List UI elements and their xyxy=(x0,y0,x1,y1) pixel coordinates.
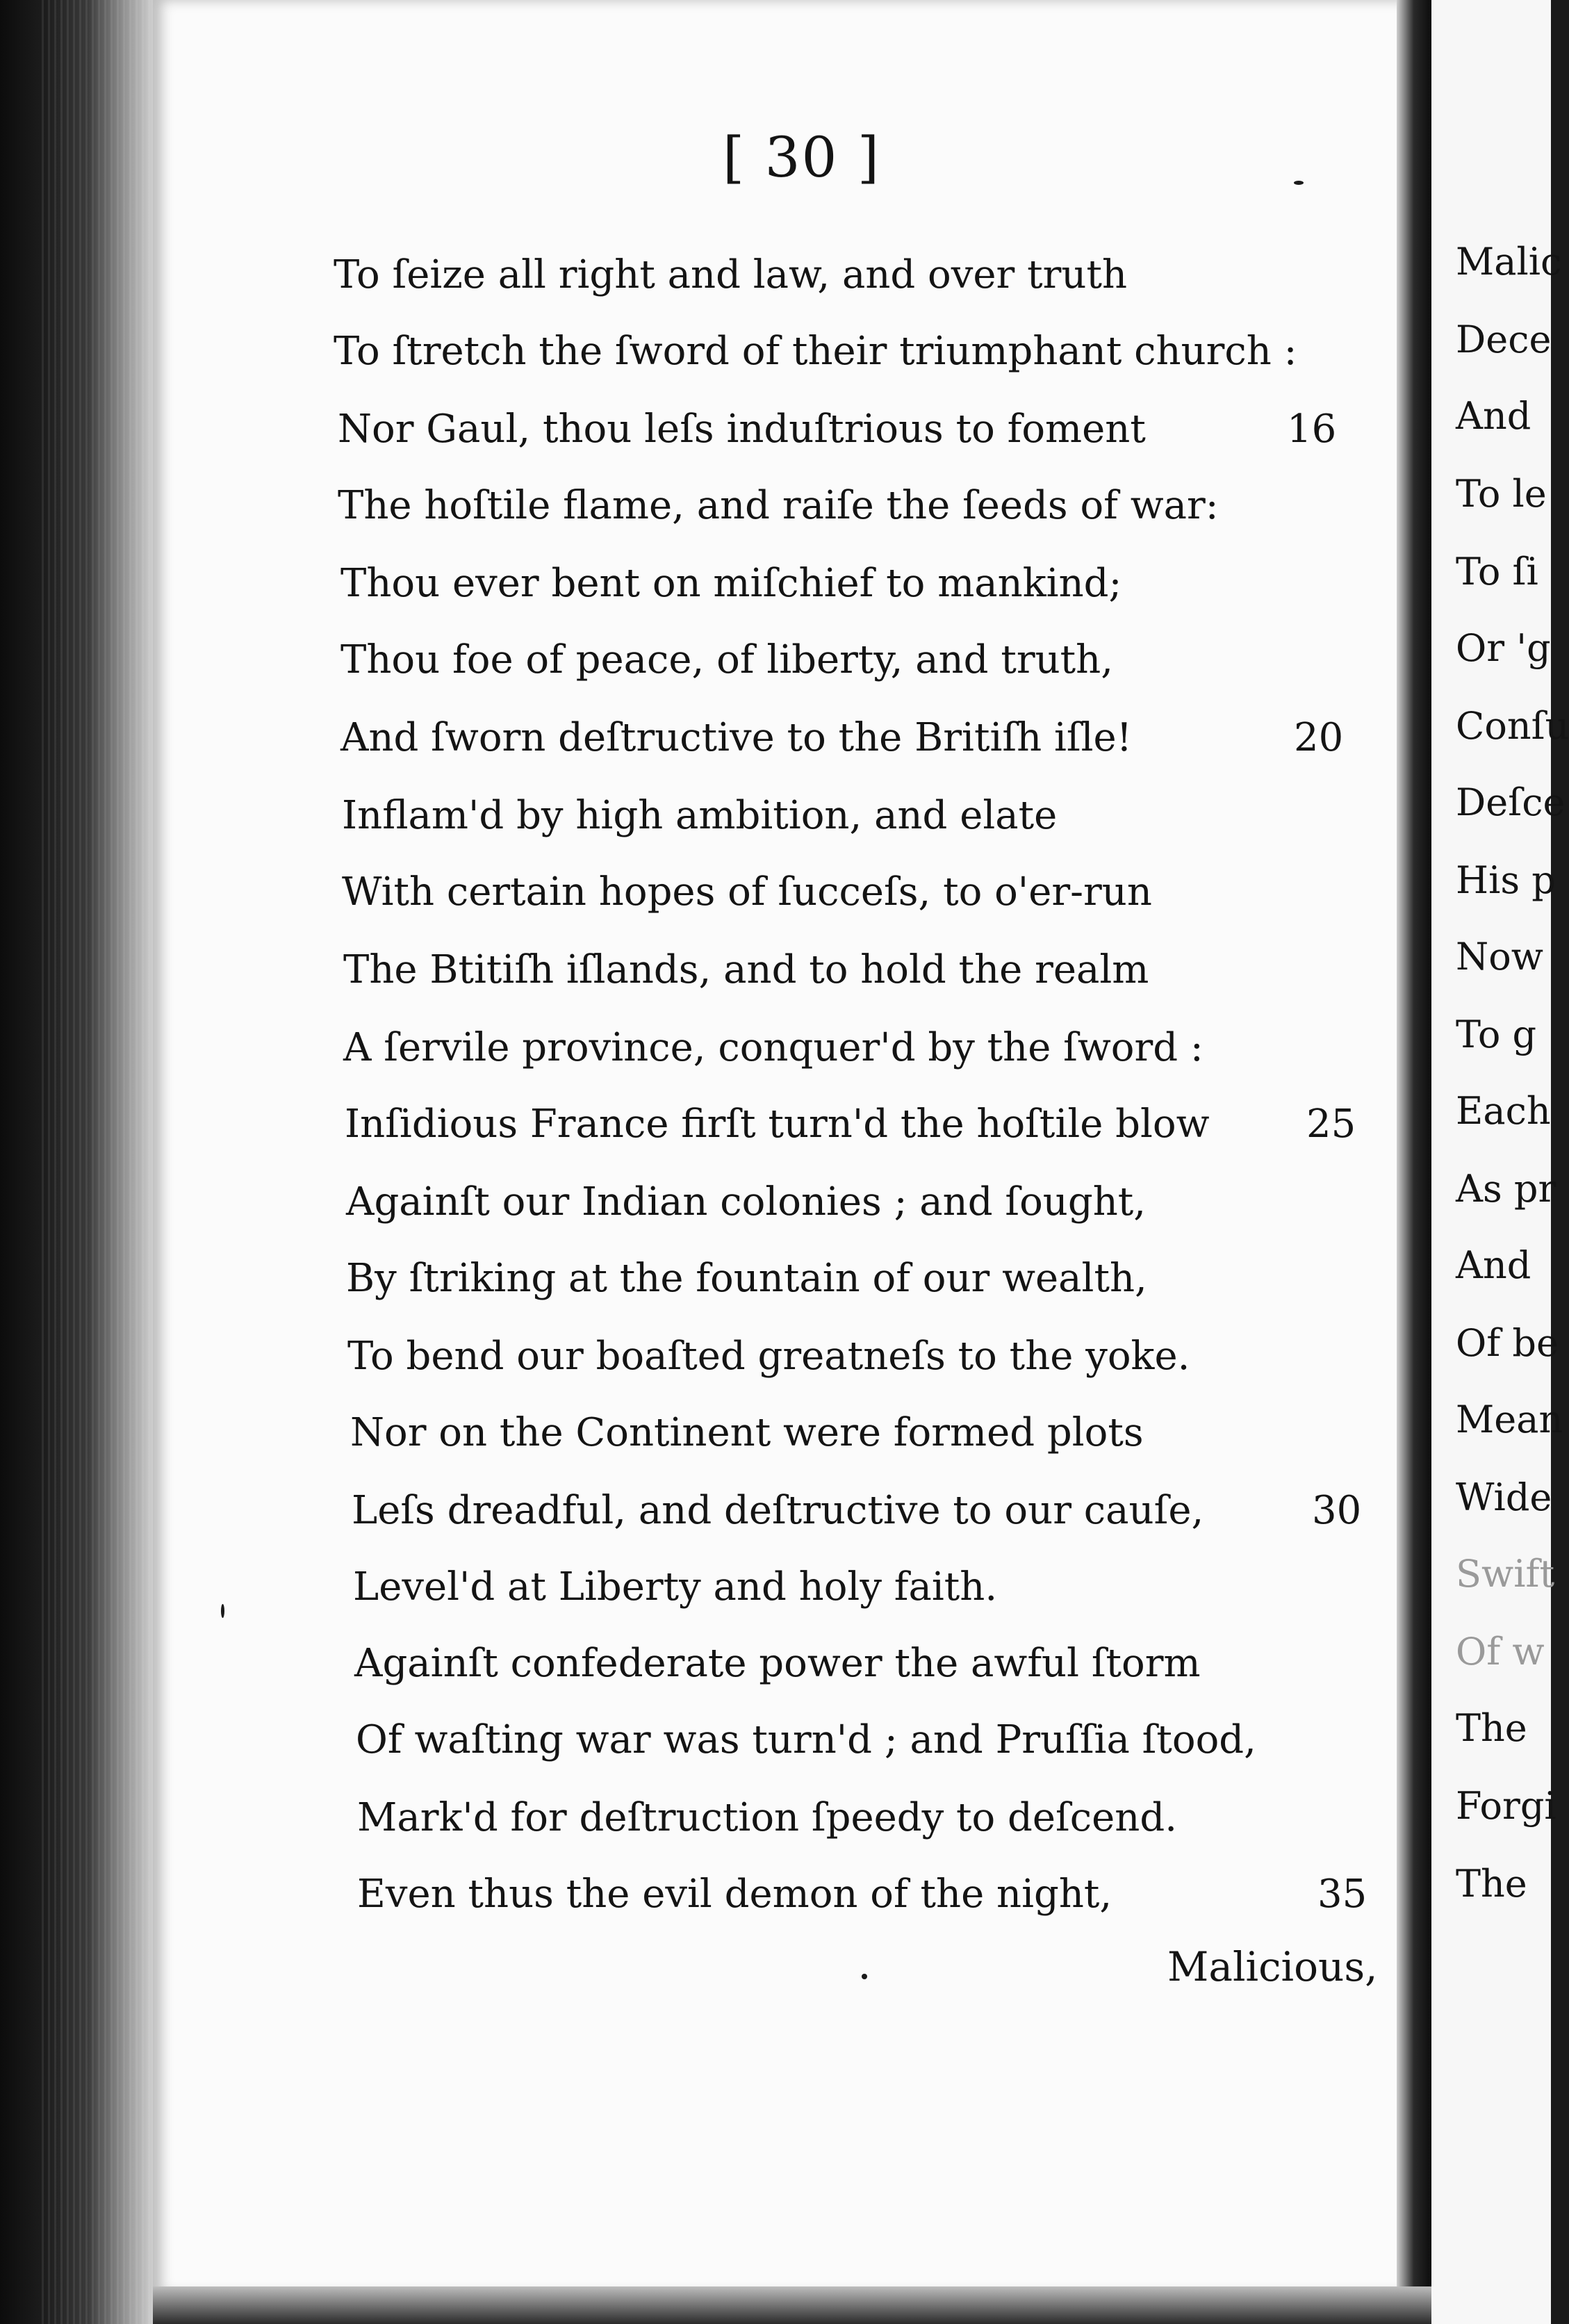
line-number: 35 xyxy=(1317,1872,1367,1917)
facing-line-fragment: To ſi xyxy=(1456,550,1538,594)
poem-line: Thou foe of peace, of liberty, and truth, xyxy=(340,637,1114,682)
line-number: 25 xyxy=(1306,1102,1356,1147)
facing-line-fragment: Swift xyxy=(1456,1552,1555,1596)
poem-line: A ſervile province, conquer'd by the ſword : xyxy=(343,1025,1204,1070)
poem-line: With certain hopes of ſucceſs, to o'er-run xyxy=(342,869,1152,915)
facing-line-fragment: As pr xyxy=(1456,1167,1556,1211)
page-number: [ 30 ] xyxy=(723,125,881,190)
poem-line: By ſtriking at the fountain of our wealth, xyxy=(346,1256,1147,1301)
facing-line-fragment: Malic xyxy=(1456,240,1562,284)
facing-line-fragment: And xyxy=(1456,1243,1531,1287)
poem-line: Even thus the evil demon of the night, xyxy=(357,1872,1112,1917)
poem-line: Mark'd for deſtruction ſpeedy to deſcend. xyxy=(357,1795,1177,1840)
poem-line: To ſeize all right and law, and over truth xyxy=(334,252,1128,297)
poem-line: The Btitiſh iſlands, and to hold the realm xyxy=(343,947,1149,992)
facing-line-fragment: To le xyxy=(1456,472,1547,516)
poem-line: Leſs dreadful, and deſtructive to our cauſe, xyxy=(352,1488,1204,1533)
facing-line-fragment: Now xyxy=(1456,935,1543,979)
facing-line-fragment: Of w xyxy=(1456,1630,1545,1674)
facing-line-fragment: Forgi xyxy=(1456,1784,1556,1828)
facing-line-fragment: Each xyxy=(1456,1089,1551,1133)
line-number: 30 xyxy=(1312,1488,1362,1533)
poem-line: Level'd at Liberty and holy faith. xyxy=(353,1564,998,1610)
catchword: Malicious, xyxy=(1167,1943,1378,1990)
facing-line-fragment: Wide xyxy=(1456,1475,1552,1519)
poem-line: Of waſting war was turn'd ; and Pruſſia ſtood, xyxy=(356,1717,1256,1762)
facing-line-fragment: Conſu xyxy=(1456,704,1569,748)
facing-line-fragment: The xyxy=(1456,1862,1527,1906)
ink-speck xyxy=(1294,181,1304,185)
poem-line: To bend our boaſted greatneſs to the yoke. xyxy=(347,1334,1190,1379)
poem-line: Againſt confederate power the awful ſtorm xyxy=(354,1641,1201,1686)
facing-line-fragment: To g xyxy=(1456,1013,1537,1056)
poem-line: The hoſtile flame, and raiſe the ſeeds of war: xyxy=(338,483,1219,528)
facing-line-fragment: And xyxy=(1456,394,1531,438)
ink-speck xyxy=(221,1604,224,1618)
poem-line: Thou ever bent on miſchief to mankind; xyxy=(340,561,1122,606)
poem-line: Inflam'd by high ambition, and elate xyxy=(342,793,1058,838)
poem-line: And ſworn deſtructive to the Britiſh iſle! xyxy=(340,715,1133,760)
poem-line: Nor Gaul, thou leſs induſtrious to foment xyxy=(338,407,1146,452)
facing-line-fragment: Or 'g xyxy=(1456,626,1551,670)
facing-line-fragment: Deſce xyxy=(1456,780,1566,824)
line-number: 20 xyxy=(1294,715,1344,760)
facing-line-fragment: Dece xyxy=(1456,318,1552,361)
line-number: 16 xyxy=(1287,407,1337,452)
poem-line: To ſtretch the ſword of their triumphant church : xyxy=(334,329,1297,374)
ink-speck xyxy=(862,1974,867,1979)
facing-line-fragment: Of be xyxy=(1456,1321,1559,1365)
poem-line: Againſt our Indian colonies ; and ſought, xyxy=(346,1179,1147,1225)
facing-line-fragment: The xyxy=(1456,1706,1527,1750)
facing-line-fragment: His p xyxy=(1456,858,1556,902)
poem-line: Inſidious France firſt turn'd the hoſtile blow xyxy=(345,1102,1210,1147)
facing-line-fragment: Mean xyxy=(1456,1398,1563,1441)
poem-line: Nor on the Continent were formed plots xyxy=(350,1410,1144,1455)
